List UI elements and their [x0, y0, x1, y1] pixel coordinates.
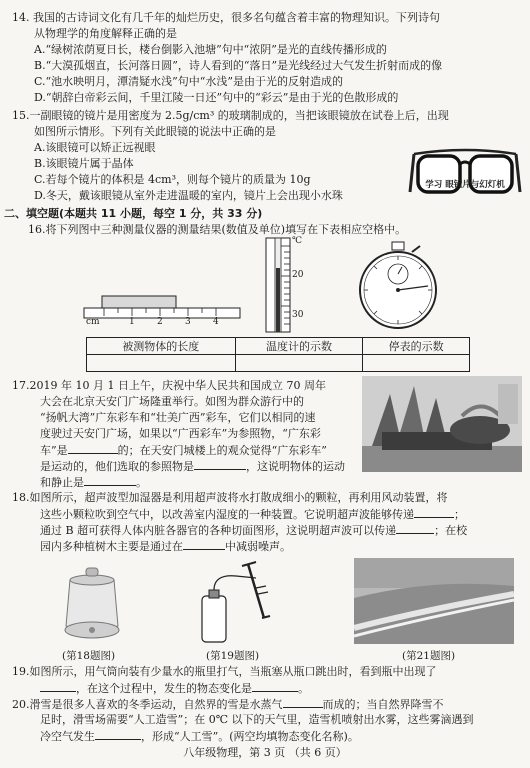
q18-line3-end: ；在校 — [434, 524, 468, 537]
q17-line1: 17.2019 年 10 月 1 日上午，庆祝中华人民共和国成立 70 周年 — [12, 379, 326, 392]
table-header-stopwatch: 停表的示数 — [363, 338, 470, 355]
q18-blank-2[interactable] — [396, 522, 434, 534]
q20-line3-text: 冷空气发生 — [40, 730, 95, 743]
q18-line2-end: ； — [454, 508, 465, 521]
ruler-figure — [82, 290, 242, 330]
q20-line3-end: ，形成“人工雪”。(两空均填物态变化名称)。 — [141, 730, 359, 743]
q19-blank-2[interactable] — [252, 680, 298, 692]
q17-blank-1[interactable] — [68, 442, 118, 454]
q15-stem-line1: 15.一副眼镜的镜片是用密度为 2.5g/cm³ 的玻璃制成的，当把该眼镜放在试卷上后，出现 — [12, 109, 449, 122]
q20-line1-text: 20.滑雪是很多人喜欢的冬季运动，自然界的雪是水蒸气 — [12, 698, 283, 711]
q19-line1: 19.如图所示，用气筒向装有少量水的瓶里打气，当瓶塞从瓶口跳出时，看到瓶中出现了 — [12, 665, 437, 678]
figure-caption-19: (第19题图) — [206, 650, 260, 662]
q14-stem-line1: 14. 我国的古诗词文化有几千年的灿烂历史，很多名句蕴含着丰富的物理知识。下列诗句 — [12, 11, 440, 24]
q18-line3 — [40, 522, 522, 538]
glasses-figure — [408, 140, 522, 210]
q17-line5-text-b: 的；在天安门城楼上的观众觉得“广东彩车” — [117, 444, 327, 457]
q17-blank-3[interactable] — [84, 474, 136, 486]
humidifier-figure — [56, 566, 128, 644]
stopwatch-figure — [350, 240, 446, 332]
q18-line4 — [40, 538, 522, 554]
q15-option-a: A.该眼镜可以矫正远视眼 — [34, 141, 156, 154]
q17-blank-2[interactable] — [194, 458, 246, 470]
q18-blank-3[interactable] — [183, 538, 225, 550]
q14-stem-line2: 从物理学的角度解释正确的是 — [34, 27, 177, 40]
q16-stem: 16.将下列图中三种测量仪器的测量结果(数值及单位)填写在下表相应空格中。 — [28, 223, 407, 236]
q19-line2-end: 。 — [298, 682, 309, 695]
table-header-length: 被测物体的长度 — [87, 338, 236, 355]
ruler-tick-label: 4 — [213, 317, 219, 327]
q17-line6-text: 是运动的，他们选取的参照物是 — [40, 460, 194, 473]
figure-caption-21: (第21题图) — [402, 650, 456, 662]
ruler-tick-label: 3 — [185, 317, 191, 327]
ruler-tick-label: 2 — [157, 317, 163, 327]
q20-line3 — [40, 728, 522, 744]
q17-line5-text-a: 车”是 — [40, 444, 68, 457]
q17-line6-text-b: ，这说明物体的运动 — [246, 460, 345, 473]
q17-line7 — [40, 474, 147, 490]
q14-option-a: A.“绿树浓荫夏日长，楼台倒影入池塘”句中“浓阴”是光的直线传播形成的 — [34, 43, 387, 56]
ski-track-photo — [354, 558, 514, 644]
q18-line2 — [40, 506, 522, 522]
table-header-temperature: 温度计的示数 — [235, 338, 363, 355]
pump-bottle-figure — [196, 560, 276, 646]
q14-option-b: B.“大漠孤烟直，长河落日圆”，诗人看到的“落日”是光线经过大气发生折射而成的像 — [34, 59, 443, 72]
thermometer-tick-label: 20 — [292, 270, 304, 280]
q20-blank-1[interactable] — [283, 696, 323, 708]
q18-line2-text: 这些小颗粒吹到空气中，以改善室内湿度的一种装置。它说明超声波能够传递 — [40, 508, 414, 521]
q18-line4-end: 中减弱噪声。 — [225, 540, 291, 553]
answer-cell-length[interactable] — [87, 355, 236, 372]
q19-blank-1[interactable] — [40, 680, 76, 692]
q18-line3-text: 通过 B 超可获得人体内脏各器官的各种切面图形，这说明超声波可以传递 — [40, 524, 397, 537]
answer-cell-stopwatch[interactable] — [363, 355, 470, 372]
thermometer-figure — [258, 236, 308, 334]
ruler-unit-label: cm — [86, 317, 100, 327]
answer-cell-temperature[interactable] — [235, 355, 363, 372]
q20-line1 — [12, 696, 522, 712]
q18-line1: 18.如图所示，超声波型加湿器是利用超声波将水打散成细小的颗粒，再利用风动装置，将 — [12, 491, 448, 504]
q14-option-c: C.“池水映明月，潭清疑水浅”句中“水浅”是由于光的反射造成的 — [34, 75, 344, 88]
q15-option-c: C.若每个镜片的体积是 4cm³，则每个镜片的质量为 10g — [34, 173, 311, 186]
q17-line2: 大会在北京天安门广场隆重举行。如图为群众游行中的 — [40, 395, 304, 408]
q16-answer-table — [86, 337, 470, 372]
q14-option-d: D.“朝辞白帝彩云间，千里江陵一日还”句中的“彩云”是由于光的色散形成的 — [34, 91, 399, 104]
q17-line7-text-b: 。 — [136, 476, 147, 489]
thermometer-tick-label: 30 — [292, 310, 304, 320]
q19-line2-text: ，在这个过程中，发生的物态变化是 — [76, 682, 252, 695]
figure-caption-18: (第18题图) — [62, 650, 116, 662]
page-footer: 八年级物理，第 3 页 （共 6 页） — [183, 746, 347, 759]
q18-blank-1[interactable] — [414, 506, 454, 518]
q17-line3: “扬帆大湾”广东彩车和“壮美广西”彩车，它们以相同的速 — [40, 411, 316, 424]
q15-option-d: D.冬天，戴该眼镜从室外走进温暖的室内，镜片上会出现小水珠 — [34, 189, 343, 202]
thermometer-unit-label: ℃ — [292, 236, 303, 246]
q20-line1-end: 而成的；当自然界降雪不 — [322, 698, 444, 711]
q20-line2: 足时，滑雪场需要“人工造雪”；在 0℃ 以下的天气里，造雪机喷射出水雾，这些雾滴遇到 — [40, 713, 474, 726]
q18-line4-text: 园内多种植树木主要是通过在 — [40, 540, 183, 553]
parade-float-photo — [362, 376, 522, 472]
section-2-title: 二、填空题(本题共 11 小题，每空 1 分，共 33 分) — [4, 207, 263, 220]
q15-stem-line2: 如图所示情形。下列有关此眼镜的说法中正确的是 — [34, 125, 276, 138]
q20-blank-2[interactable] — [95, 728, 141, 740]
ruler-tick-label: 1 — [129, 317, 135, 327]
q17-line7-text-a: 和静止是 — [40, 476, 84, 489]
q17-line6 — [40, 458, 345, 474]
q15-option-b: B.该眼镜片属于晶体 — [34, 157, 134, 170]
q19-line2 — [40, 680, 522, 696]
q17-line4: 度驶过天安门广场，如果以“广西彩车”为参照物，“广东彩 — [40, 427, 321, 440]
glasses-paper-text: 学习 眼镜片与幻灯机 — [425, 180, 505, 190]
q17-line5 — [40, 442, 327, 458]
